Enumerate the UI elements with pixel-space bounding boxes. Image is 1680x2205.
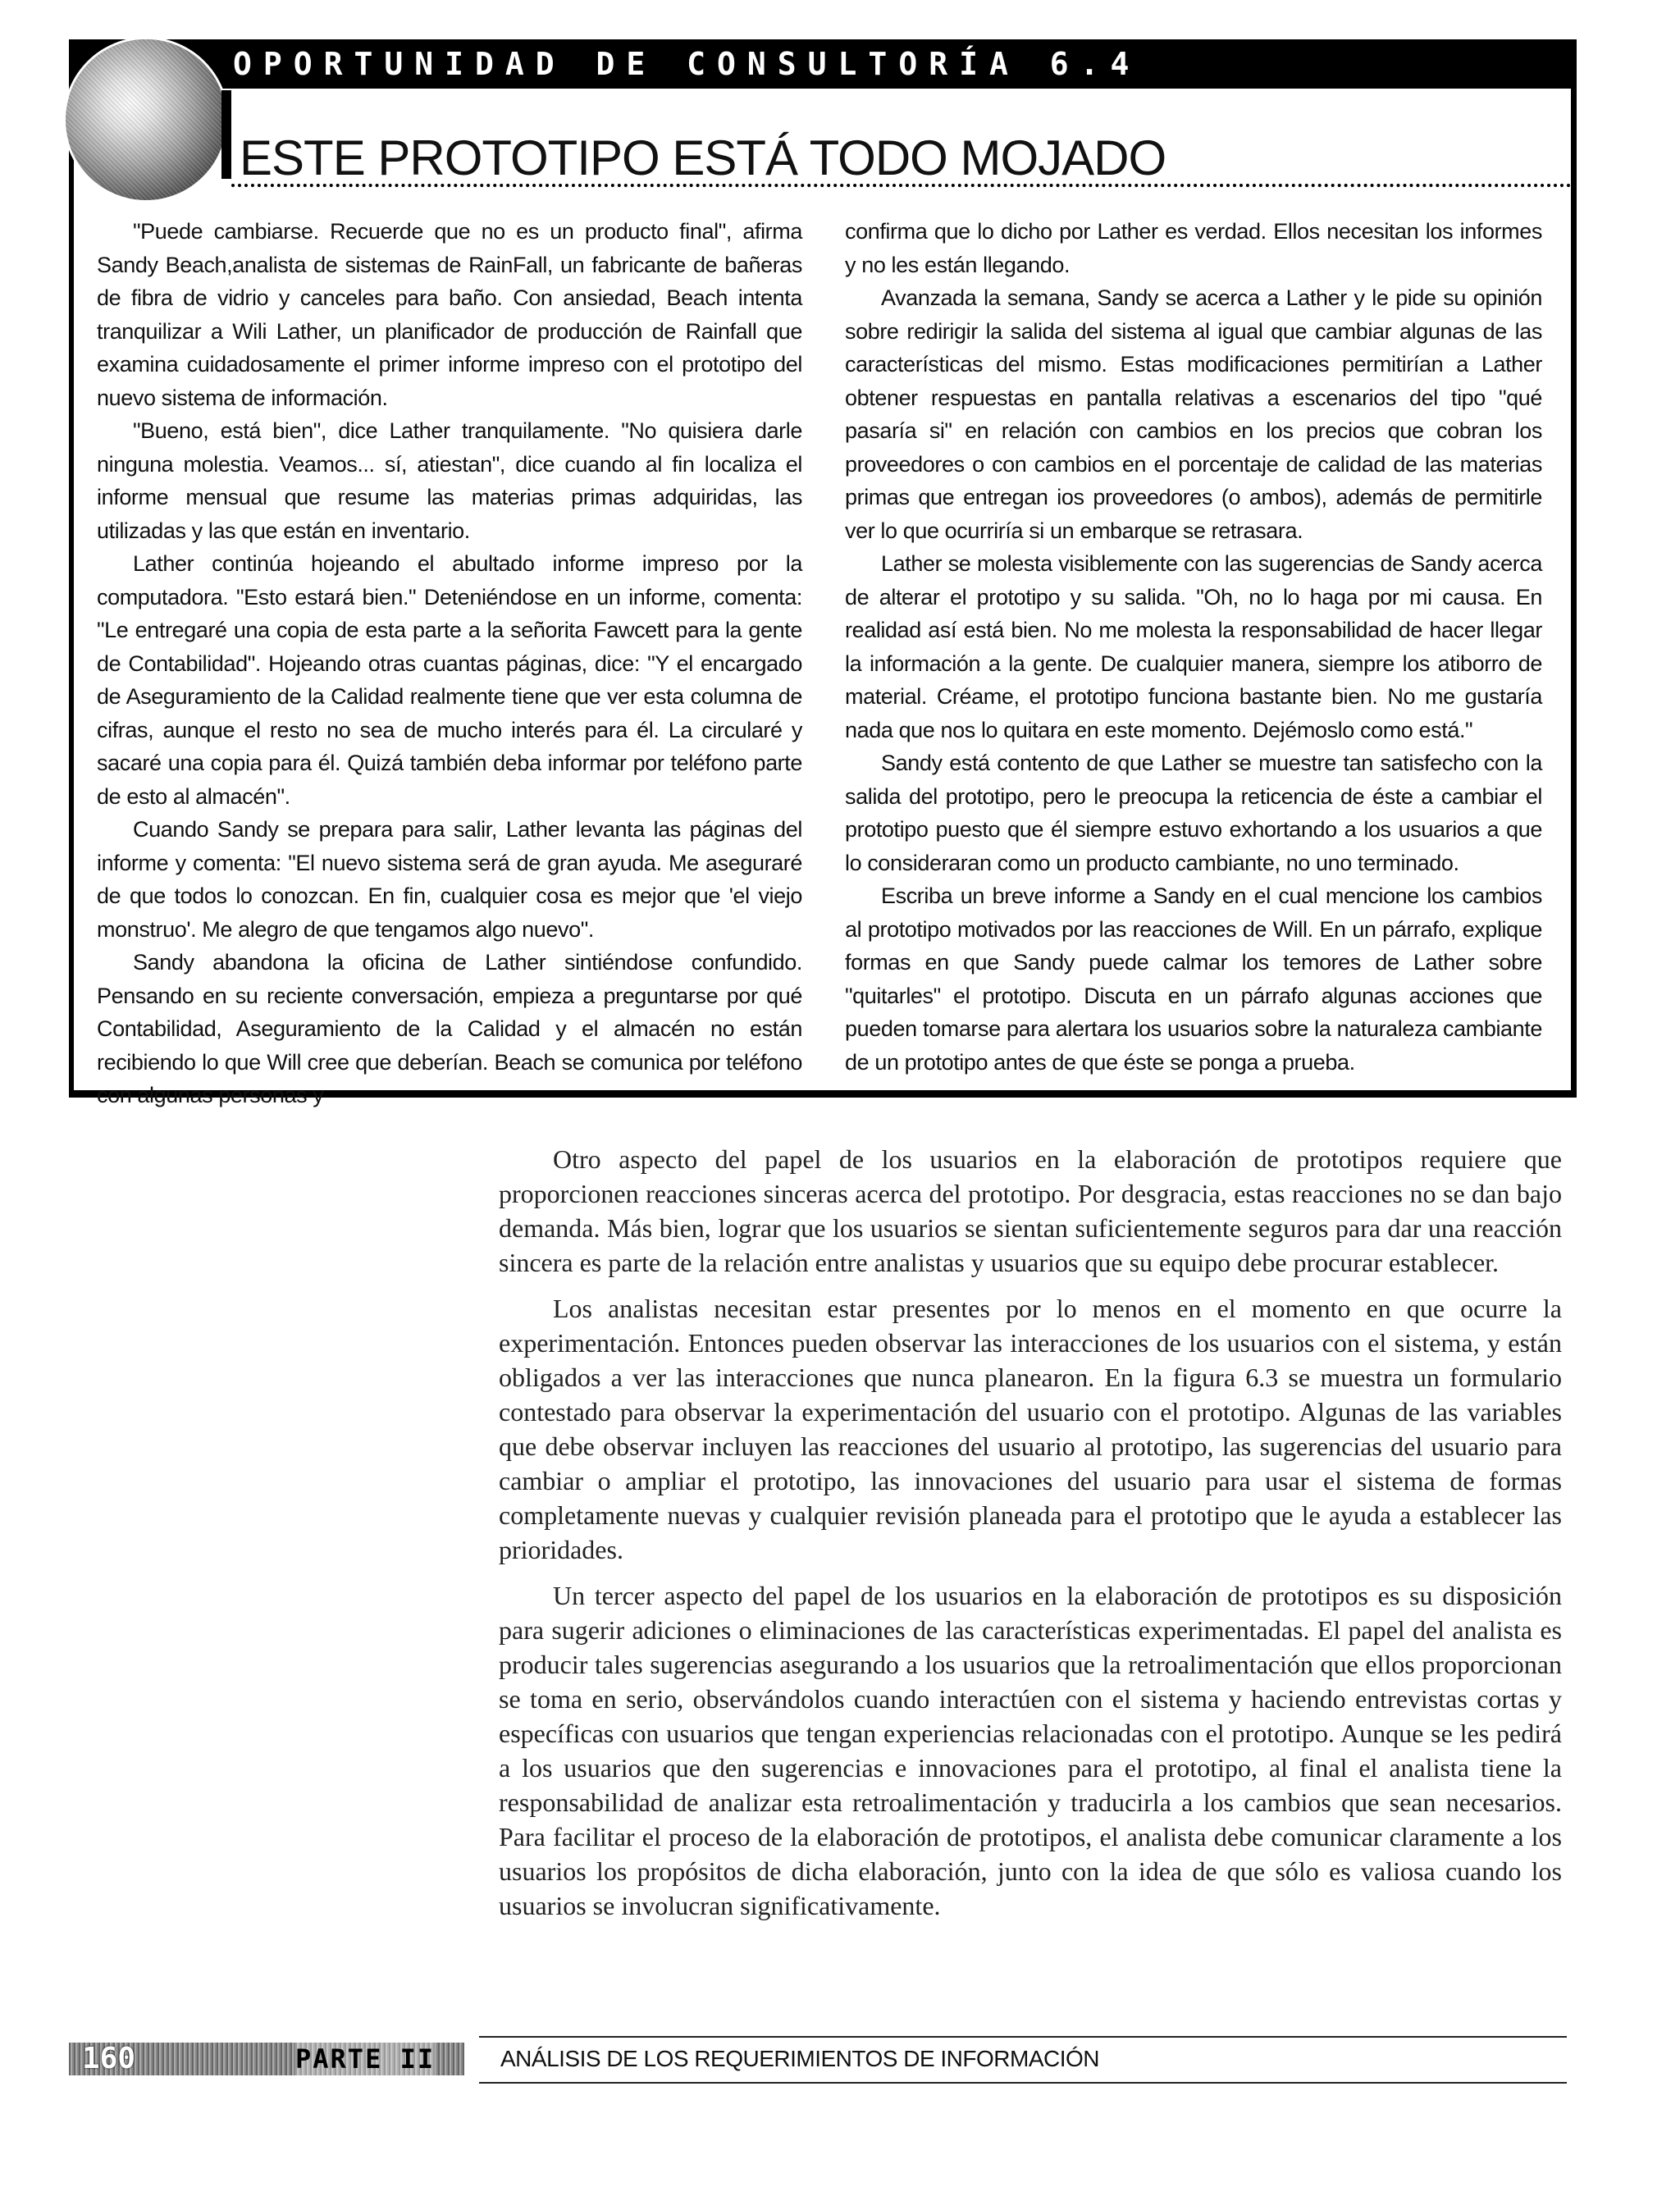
case-banner [69,39,1577,89]
case-paragraph: Lather se molesta visiblemente con las sugerencias de Sandy acerca de alterar el prototipo y su salida. "Oh, no lo haga por mi causa. En realidad así está bien. No me molesta la responsabilidad de hacer llegar la información a la gente. De cualquier manera, siempre los atiborro de material. Créame, el prototipo funciona bastante bien. No me gustaría nada que nos lo quitara en este momento. Dejémoslo como está." [845,551,1542,742]
case-paragraph: Cuando Sandy se prepara para salir, Lather levanta las páginas del informe y comenta: "El nuevo sistema será de gran ayuda. Me aseguraré de que todos lo conozcan. En fin, cualquier cosa es mejor que 'el viejo monstruo'. Me alegro de que tengamos algo nuevo". [97,817,802,942]
case-paragraph: Lather continúa hojeando el abultado informe impreso por la computadora. "Esto estará bien." Deteniéndose en un informe, comenta: "Le entregaré una copia de esta parte a la señorita Fawcett para la gente de Contabilidad". Hojeando otras cuantas páginas, dice: "Y el encargado de Aseguramiento de la Calidad realmente tiene que ver esta columna de cifras, aunque el resto no sea de mucho interés para él. La circularé y sacaré una copia para él. Quizá también deba informar por teléfono parte de esto al almacén". [97,551,802,809]
footer-rule-top [479,2036,1567,2038]
case-paragraph: Sandy abandona la oficina de Lather sintiéndose confundido. Pensando en su reciente conversación, empieza a preguntarse por qué Contabilidad, Aseguramiento de la Calidad y el almacén no están recibiendo lo que Will cree que deberían. Beach se comunica por teléfono con algunas personas y [97,950,802,1107]
case-paragraph: "Puede cambiarse. Recuerde que no es un producto final", afirma Sandy Beach,analista de sistemas de RainFall, un fabricante de bañeras de fibra de vidrio y canceles para baño. Con ansiedad, Beach intenta tranquilizar a Wili Lather, un planificador de producción de Rainfall que examina cuidadosamente el primer informe impreso con el prototipo del nuevo sistema de información. [97,219,802,410]
body-paragraph: Los analistas necesitan estar presentes por lo menos en el momento en que ocurre la experimentación. Entonces pueden observar las interacciones de los usuarios con el sistema, y están obligados a ver las interacciones que nunca planearon. En la figura 6.3 se muestra un formulario contestado para observar la experimentación del usuario con el prototipo. Algunas de las variables que debe observar incluyen las reacciones del usuario al prototipo, las sugerencias del usuario para cambiar o ampliar el prototipo, las innovaciones del usuario para usar el sistema de formas completamente nuevas y cualquier revisión planeada para el prototipo que le ayuda a establecer las prioridades. [499,1294,1562,1564]
title-accent-bar [221,90,231,179]
case-paragraph: Escriba un breve informe a Sandy en el cual mencione los cambios al prototipo motivados por las reacciones de Will. En un párrafo, explique formas en que Sandy puede calmar los temores de Lather sobre "quitarles" el prototipo. Discuta en un párrafo algunas acciones que pueden tomarse para alertara los usuarios sobre la naturaleza cambiante de un prototipo antes de que éste se ponga a prueba. [845,883,1542,1075]
page-number: 160 [82,2042,136,2075]
chapter-label: ANÁLISIS DE LOS REQUERIMIENTOS DE INFORMACIÓN [500,2046,1099,2071]
case-banner-label: OPORTUNIDAD DE CONSULTORÍA 6.4 [233,46,1141,82]
case-right-column [845,215,1542,1079]
title-dotted-rule [231,184,1572,187]
footer-rule-bottom [479,2082,1567,2084]
case-paragraph: confirma que lo dicho por Lather es verdad. Ellos necesitan los informes y no les están llegando. [845,219,1542,277]
case-title: ESTE PROTOTIPO ESTÁ TODO MOJADO [240,130,1166,185]
body-text [499,1142,1562,1934]
case-left-column [97,215,802,1112]
part-label: PARTE II [295,2043,436,2075]
case-paragraph: Avanzada la semana, Sandy se acerca a Lather y le pide su opinión sobre redirigir la salida del sistema al igual que cambiar algunas de las características del mismo. Estas modificaciones permitirían a Lather obtener respuestas en pantalla relativas a escenarios del tipo "qué pasaría si" en relación con cambios en los precios que cobran los proveedores o con cambios en el porcentaje de calidad de las materias primas que entregan ios proveedores (o ambos), además de permitirle ver lo que ocurriría si un embarque se retrasara. [845,285,1542,543]
case-paragraph: "Bueno, está bien", dice Lather tranquilamente. "No quisiera darle ninguna molestia. Veamos... sí, atiestan", dice cuando al fin localiza el informe mensual que resume las materias primas adquiridas, las utilizadas y las que están en inventario. [97,418,802,543]
body-paragraph: Otro aspecto del papel de los usuarios en la elaboración de prototipos requiere que proporcionen reacciones sinceras acerca del prototipo. Por desgracia, estas reacciones no se dan bajo demanda. Más bien, lograr que los usuarios se sientan suficientemente seguros para dar una reacción sincera es parte de la relación entre analistas y usuarios que su equipo debe procurar establecer. [499,1144,1562,1277]
case-paragraph: Sandy está contento de que Lather se muestre tan satisfecho con la salida del prototipo, pero le preocupa la reticencia de éste a cambiar el prototipo puesto que él siempre estuvo exhortando a los usuarios a que lo consideraran como un producto cambiante, no uno terminado. [845,751,1542,875]
globe-icon [66,39,226,200]
body-paragraph: Un tercer aspecto del papel de los usuarios en la elaboración de prototipos es su disposición para sugerir adiciones o eliminaciones de las características experimentadas. El papel del analista es producir tales sugerencias asegurando a los usuarios que la retroalimentación que ellos proporcionan se toma en serio, observándolos cuando interactúen con el sistema y haciendo entrevistas cortas y específicas con usuarios que tengan experiencias relacionadas con el prototipo. Aunque se les pedirá a los usuarios que den sugerencias e innovaciones para el prototipo, al final el analista tiene la responsabilidad de analizar esta retroalimentación y traducirla a los cambios que sean necesarios. Para facilitar el proceso de la elaboración de prototipos, el analista debe comunicar claramente a los usuarios los propósitos de dicha elaboración, junto con la idea de que sólo es valiosa cuando los usuarios se involucran significativamente. [499,1581,1562,1920]
